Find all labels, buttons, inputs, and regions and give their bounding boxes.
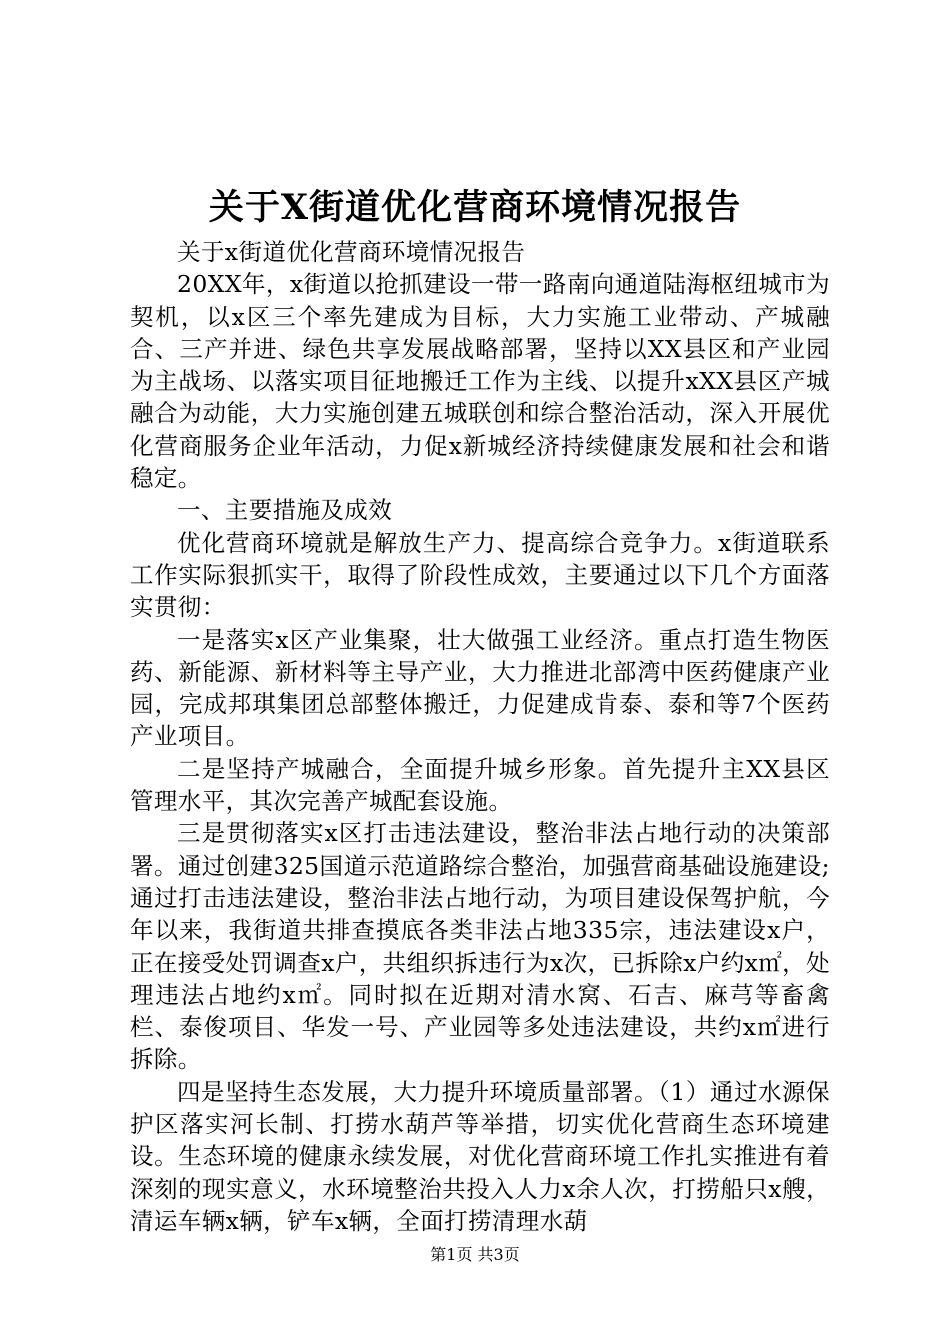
paragraph-subtitle: 关于x街道优化营商环境情况报告	[177, 238, 526, 266]
document-body	[130, 236, 830, 1237]
paragraph-intro: 20XX年，x街道以抢抓建设一带一路南向通道陆海枢纽城市为契机，以x区三个率先建成为目标，大力实施工业带动、产城融合、三产并进、绿色共享发展战略部署，坚持以XX县区和产业园为主战场、以落实项目征地搬迁工作为主线、以提升xXX县区产城融合为动能，大力实施创建五城联创和综合整治活动，深入开展优化营商服务企业年活动，力促x新城经济持续健康发展和社会和谐稳定。	[130, 270, 830, 493]
paragraph-point-three: 三是贯彻落实x区打击违法建设，整治非法占地行动的决策部署。通过创建325国道示范道路综合整治，加强营商基础设施建设;通过打击违法建设，整治非法占地行动，为项目建设保驾护航，今年以来，我街道共排查摸底各类非法占地335宗，违法建设x户，正在接受处罚调查x户，共组织拆违行为x次，已拆除x户约x㎡，处理违法占地约x㎡。同时拟在近期对清水窝、石吉、麻芎等畜禽栏、泰俊项目、华发一号、产业园等多处违法建设，共约x㎡进行拆除。	[130, 819, 830, 1074]
paragraph-point-one: 一是落实x区产业集聚，壮大做强工业经济。重点打造生物医药、新能源、新材料等主导产业，大力推进北部湾中医药健康产业园，完成邦琪集团总部整体搬迁，力促建成肯泰、泰和等7个医药产业项目。	[130, 625, 830, 751]
paragraph-point-two: 二是坚持产城融合，全面提升城乡形象。首先提升主XX县区管理水平，其次完善产城配套设施。	[130, 754, 830, 816]
paragraph-overview: 优化营商环境就是解放生产力、提高综合竞争力。x街道联系工作实际狠抓实干，取得了阶段性成效，主要通过以下几个方面落实贯彻：	[130, 528, 830, 622]
page-number-footer: 第1页 共3页	[430, 1245, 520, 1264]
document-title: 关于X街道优化营商环境情况报告	[208, 187, 742, 228]
section-heading-measures: 一、主要措施及成效	[177, 496, 393, 525]
paragraph-point-four: 四是坚持生态发展，大力提升环境质量部署。（1）通过水源保护区落实河长制、打捞水葫芦等举措，切实优化营商生态环境建设。生态环境的健康永续发展，对优化营商环境工作扎实推进有着深刻的现实意义，水环境整治共投入人力x余人次，打捞船只x艘，清运车辆x辆，铲车x辆，全面打捞清理水葫	[130, 1077, 830, 1235]
